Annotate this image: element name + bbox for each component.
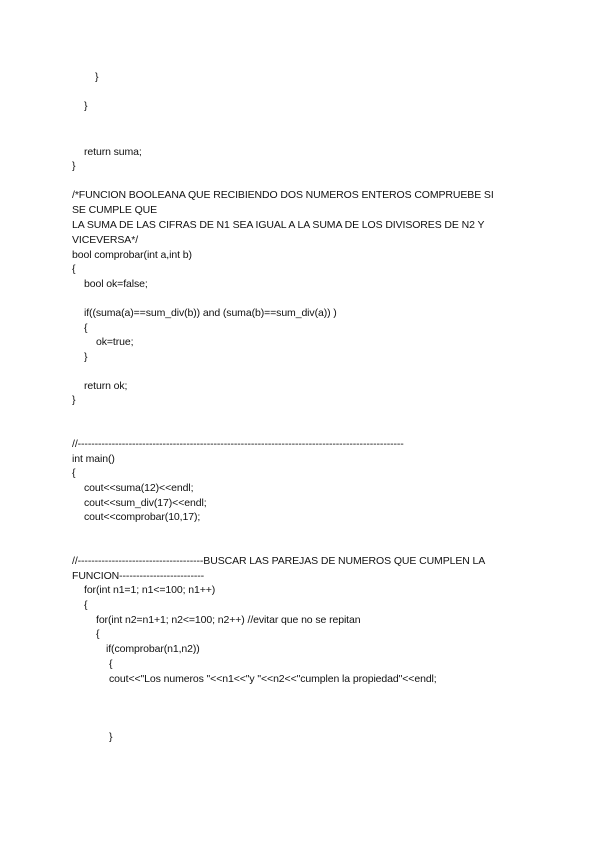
- separator-comment: //-------------------------------------BUSCAR LAS PAREJAS DE NUMEROS QUE CUMPLEN LA: [72, 555, 486, 567]
- code-line: if((suma(a)==sum_div(b)) and (suma(b)==sum_div(a)) ): [84, 307, 337, 319]
- code-line: for(int n1=1; n1<=100; n1++): [84, 584, 216, 596]
- code-line: {: [72, 467, 76, 479]
- comment-line: SE CUMPLE QUE: [72, 204, 158, 216]
- comment-line: VICEVERSA*/: [72, 234, 139, 246]
- code-line: bool ok=false;: [84, 278, 148, 290]
- code-line: cout<<sum_div(17)<<endl;: [84, 497, 207, 509]
- code-line: }: [109, 731, 113, 743]
- code-line: }: [84, 351, 88, 363]
- code-line: cout<<comprobar(10,17);: [84, 511, 201, 523]
- code-line: {: [109, 658, 113, 670]
- code-line: bool comprobar(int a,int b): [72, 249, 192, 261]
- code-line: {: [84, 599, 88, 611]
- code-line: {: [84, 322, 88, 334]
- code-line: {: [96, 628, 100, 640]
- code-line: }: [84, 100, 88, 112]
- code-line: ok=true;: [96, 336, 134, 348]
- comment-line: LA SUMA DE LAS CIFRAS DE N1 SEA IGUAL A LA SUMA DE LOS DIVISORES DE N2 Y: [72, 219, 485, 231]
- code-line: }: [95, 71, 99, 83]
- code-line: for(int n2=n1+1; n2<=100; n2++) //evitar que no se repitan: [96, 614, 361, 626]
- comment-line: /*FUNCION BOOLEANA QUE RECIBIENDO DOS NUMEROS ENTEROS COMPRUEBE SI: [72, 189, 494, 201]
- code-line: return ok;: [84, 380, 128, 392]
- code-line: cout<<"Los numeros "<<n1<<"y "<<n2<<"cumplen la propiedad"<<endl;: [109, 673, 437, 685]
- code-line: return suma;: [84, 146, 142, 158]
- code-line: int main(): [72, 453, 115, 465]
- separator-comment: FUNCION-------------------------: [72, 570, 205, 582]
- code-line: }: [72, 394, 76, 406]
- code-line: cout<<suma(12)<<endl;: [84, 482, 194, 494]
- code-line: if(comprobar(n1,n2)): [106, 643, 200, 655]
- separator-comment: //------------------------------------------------------------------------------------------------: [72, 438, 404, 450]
- code-line: {: [72, 263, 76, 275]
- code-line: }: [72, 160, 76, 172]
